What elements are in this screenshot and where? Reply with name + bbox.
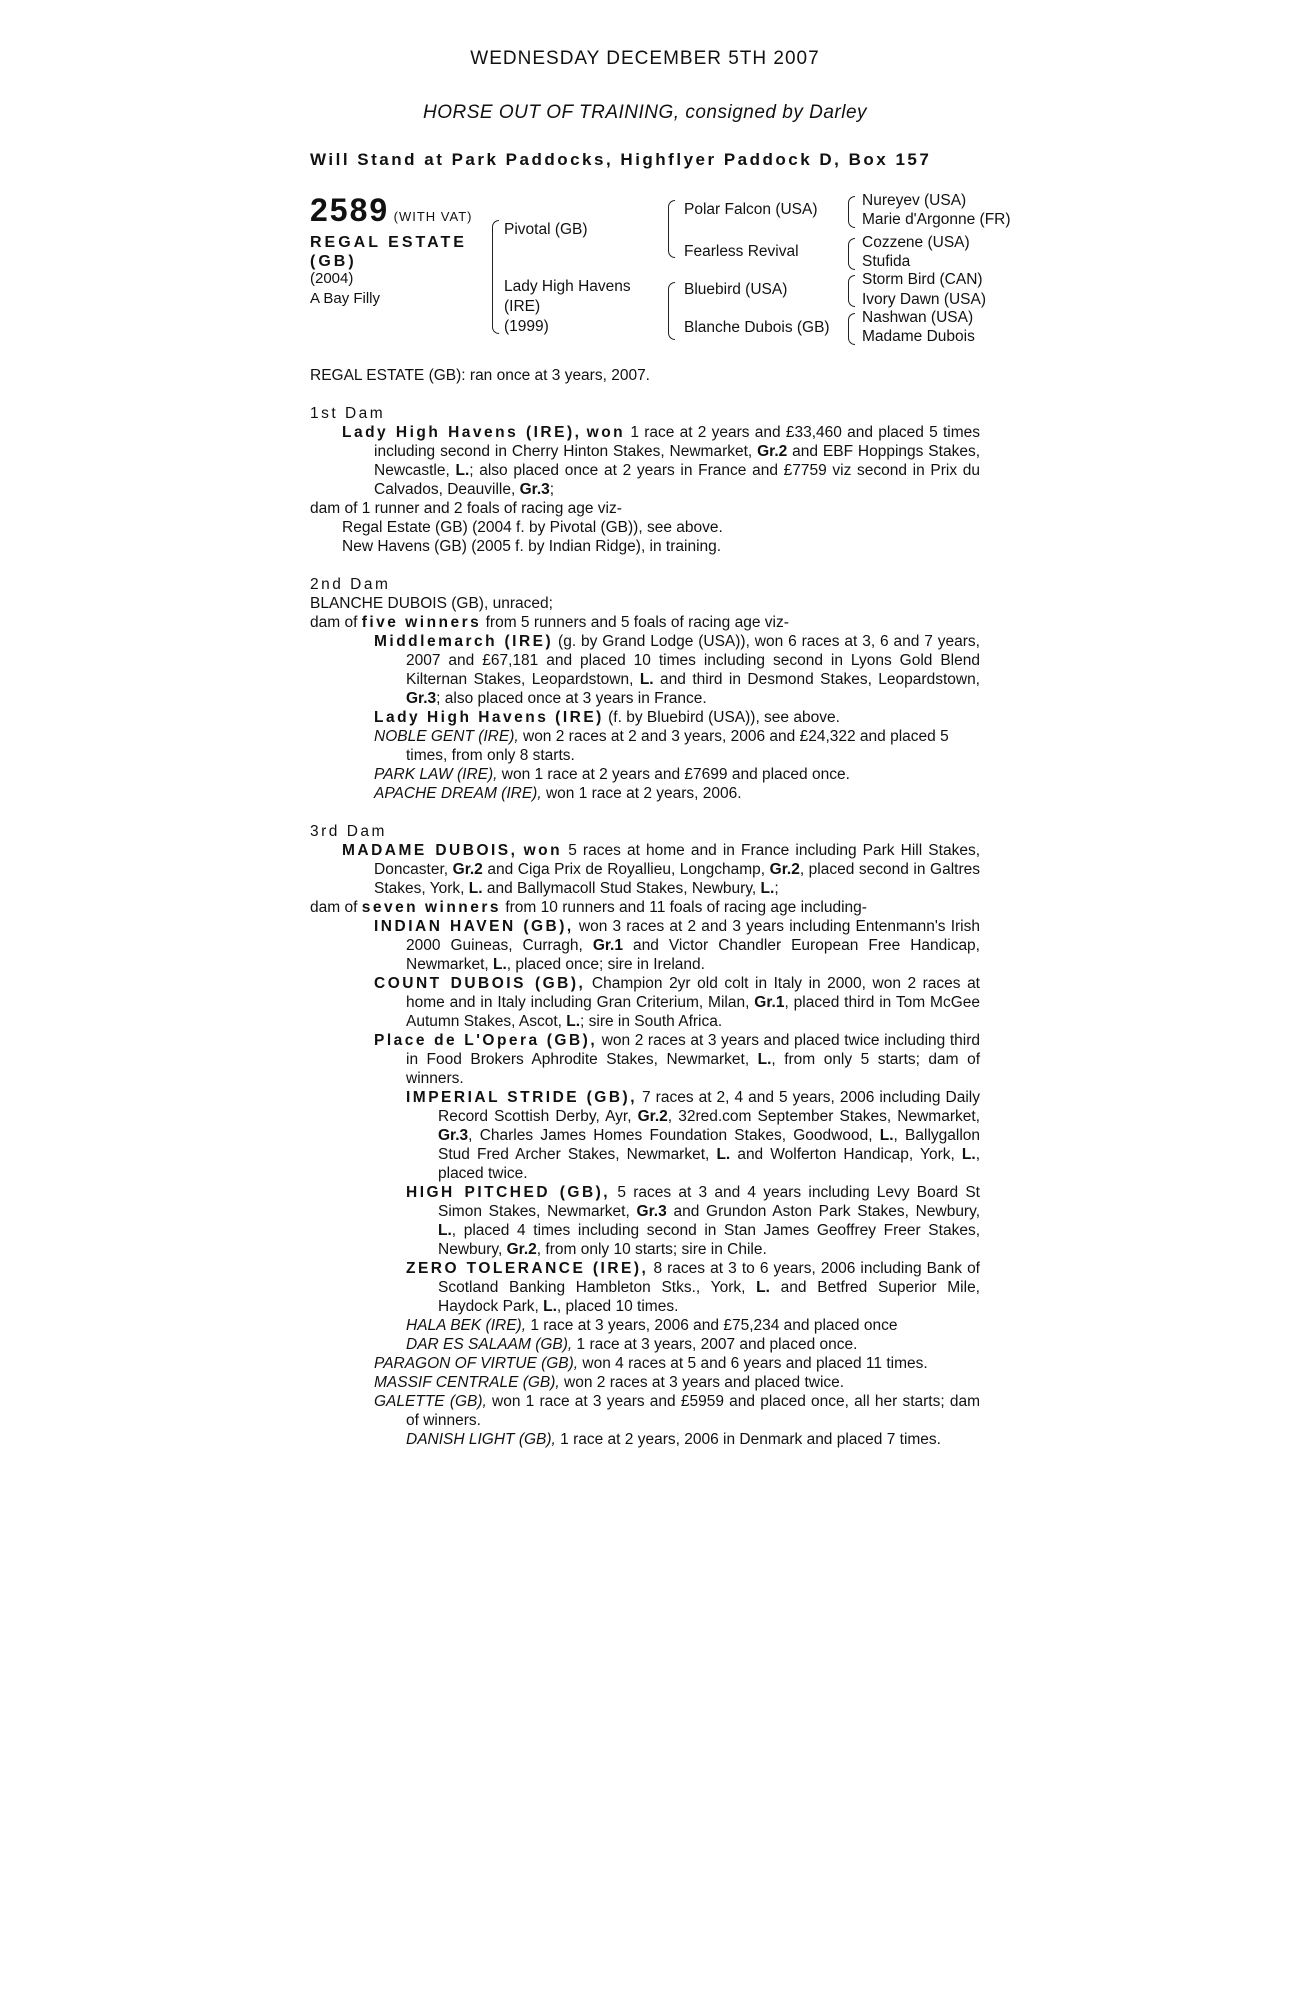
- list-item: INDIAN HAVEN (GB), won 3 races at 2 and 3 years including Entenmann's Irish 2000 Guineas, Curragh, Gr.1 and Victor Chandler European Free Handicap, Newmarket, L., placed once; sire in Ireland.: [374, 918, 980, 973]
- race-summary: REGAL ESTATE (GB): ran once at 3 years, 2007.: [310, 367, 650, 384]
- catalogue-body: [310, 366, 980, 1449]
- consignment-line: HORSE OUT OF TRAINING, consigned by Darley: [422, 102, 868, 123]
- list-item: NOBLE GENT (IRE), won 2 races at 2 and 3 years, 2006 and £24,322 and placed 5 times, from only 8 starts.: [374, 728, 949, 764]
- list-item: ZERO TOLERANCE (IRE), 8 races at 3 to 6 years, 2006 including Bank of Scotland Banking Hambleton Stks., York, L. and Betfred Superior Mile, Haydock Park, L., placed 10 times.: [406, 1260, 980, 1315]
- list-item: COUNT DUBOIS (GB), Champion 2yr old colt in Italy in 2000, won 2 races at home and in Italy including Gran Criterium, Milan, Gr.1, placed third in Tom McGee Autumn Stakes, Ascot, L.; sire in South Africa.: [374, 975, 980, 1030]
- pedigree-dam-dam: Blanche Dubois (GB): [684, 319, 830, 336]
- list-item: DANISH LIGHT (GB), 1 race at 2 years, 2006 in Denmark and placed 7 times.: [406, 1431, 941, 1448]
- second-dam-heading: 2nd Dam: [310, 576, 391, 593]
- second-dam-produce: dam of five winners from 5 runners and 5 foals of racing age viz-: [310, 614, 789, 631]
- pedigree-sire-dam: Fearless Revival: [684, 243, 799, 260]
- pedigree-dam-sire: Bluebird (USA): [684, 281, 788, 298]
- list-item: HIGH PITCHED (GB), 5 races at 3 and 4 years including Levy Board St Simon Stakes, Newmarket, Gr.3 and Grundon Aston Park Stakes, Newbury, L., placed 4 times including second in Stan James Geoffrey Freer Stakes, Newbury, Gr.2, from only 10 starts; sire in Chile.: [406, 1184, 981, 1258]
- sale-date: WEDNESDAY DECEMBER 5TH 2007: [470, 48, 820, 69]
- pedigree-brace-dam: [668, 282, 675, 340]
- list-item: MASSIF CENTRALE (GB), won 2 races at 3 years and placed twice.: [374, 1374, 845, 1391]
- pedigree-brace-dd: [848, 313, 855, 345]
- horse-description: A Bay Filly: [310, 290, 381, 307]
- lot-number-block: [310, 192, 472, 229]
- pedigree-sire-sire: Polar Falcon (USA): [684, 201, 818, 218]
- third-dam-produce: dam of seven winners from 10 runners and 11 foals of racing age including-: [310, 899, 867, 916]
- pedigree-ds-sire: Storm Bird (CAN): [862, 271, 983, 288]
- foaling-year: (2004): [310, 270, 354, 287]
- pedigree-dd-dam: Madame Dubois: [862, 328, 975, 345]
- pedigree-brace-ds: [848, 275, 855, 307]
- stabling-location: Will Stand at Park Paddocks, Highflyer Paddock D, Box 157: [310, 150, 932, 169]
- pedigree-dd-sire: Nashwan (USA): [862, 309, 974, 326]
- pedigree-sd-sire: Cozzene (USA): [862, 234, 970, 251]
- list-item: New Havens (GB) (2005 f. by Indian Ridge), in training.: [342, 538, 722, 555]
- first-dam-produce: dam of 1 runner and 2 foals of racing age viz-: [310, 500, 622, 517]
- list-item: PARAGON OF VIRTUE (GB), won 4 races at 5 and 6 years and placed 11 times.: [374, 1355, 928, 1372]
- pedigree-dam-line1: Lady High Havens: [504, 278, 631, 295]
- third-dam-heading: 3rd Dam: [310, 823, 387, 840]
- horse-name: [310, 233, 467, 271]
- second-dam-name: BLANCHE DUBOIS (GB), unraced;: [310, 595, 553, 612]
- pedigree-brace-sd: [848, 238, 855, 270]
- vat-note: (WITH VAT): [393, 209, 473, 224]
- list-item: IMPERIAL STRIDE (GB), 7 races at 2, 4 and 5 years, 2006 including Daily Record Scottish Derby, Ayr, Gr.2, 32red.com September Stakes, Newmarket, Gr.3, Charles James Homes Foundation Stakes, Goodwood, L., Ballygallon Stud Fred Archer Stakes, Newmarket, L. and Wolferton Handicap, York, L., placed twice.: [406, 1089, 981, 1182]
- list-item: Middlemarch (IRE) (g. by Grand Lodge (USA)), won 6 races at 3, 6 and 7 years, 2007 and £67,181 and placed 10 times including second in Lyons Gold Blend Kilternan Stakes, Leopardstown, L. and third in Desmond Stakes, Leopardstown, Gr.3; also placed once at 3 years in France.: [374, 633, 980, 707]
- pedigree-ds-dam: Ivory Dawn (USA): [862, 291, 987, 308]
- pedigree-dam-line3: (1999): [504, 318, 549, 335]
- list-item: DAR ES SALAAM (GB), 1 race at 3 years, 2007 and placed once.: [406, 1336, 858, 1353]
- horse-name-line2: (GB): [310, 253, 357, 270]
- list-item: PARK LAW (IRE), won 1 race at 2 years and £7699 and placed once.: [374, 766, 850, 783]
- pedigree-dam-line2: (IRE): [504, 298, 541, 315]
- third-dam-record: MADAME DUBOIS, won 5 races at home and in France including Park Hill Stakes, Doncaster, Gr.2 and Ciga Prix de Royallieu, Longchamp, Gr.2, placed second in Galtres Stakes, York, L. and Ballymacoll Stud Stakes, Newbury, L.;: [342, 842, 981, 897]
- first-dam-record: Lady High Havens (IRE), won 1 race at 2 years and £33,460 and placed 5 times including second in Cherry Hinton Stakes, Newmarket, Gr.2 and EBF Hoppings Stakes, Newcastle, L.; also placed once at 2 years in France and £7759 viz second in Prix du Calvados, Deauville, Gr.3;: [342, 424, 981, 498]
- list-item: Lady High Havens (IRE) (f. by Bluebird (USA)), see above.: [374, 709, 840, 726]
- pedigree-sire: Pivotal (GB): [504, 221, 588, 238]
- pedigree-brace-ss: [848, 196, 855, 228]
- lot-number: 2589: [310, 192, 390, 228]
- list-item: Regal Estate (GB) (2004 f. by Pivotal (GB)), see above.: [342, 519, 723, 536]
- list-item: HALA BEK (IRE), 1 race at 3 years, 2006 and £75,234 and placed once: [406, 1317, 898, 1334]
- list-item: GALETTE (GB), won 1 race at 3 years and £5959 and placed once, all her starts; dam of winners.: [374, 1393, 980, 1429]
- first-dam-heading: 1st Dam: [310, 405, 386, 422]
- list-item: Place de L'Opera (GB), won 2 races at 3 years and placed twice including third in Food Brokers Aphrodite Stakes, Newmarket, L., from only 5 starts; dam of winners.: [374, 1032, 980, 1087]
- list-item: APACHE DREAM (IRE), won 1 race at 2 years, 2006.: [374, 785, 742, 802]
- pedigree-brace-sire: [668, 200, 675, 258]
- pedigree-sd-dam: Stufida: [862, 253, 911, 270]
- pedigree-brace-main: [492, 220, 499, 334]
- pedigree-ss-dam: Marie d'Argonne (FR): [862, 211, 1011, 228]
- pedigree-ss-sire: Nureyev (USA): [862, 192, 967, 209]
- horse-name-line1: REGAL ESTATE: [310, 234, 467, 251]
